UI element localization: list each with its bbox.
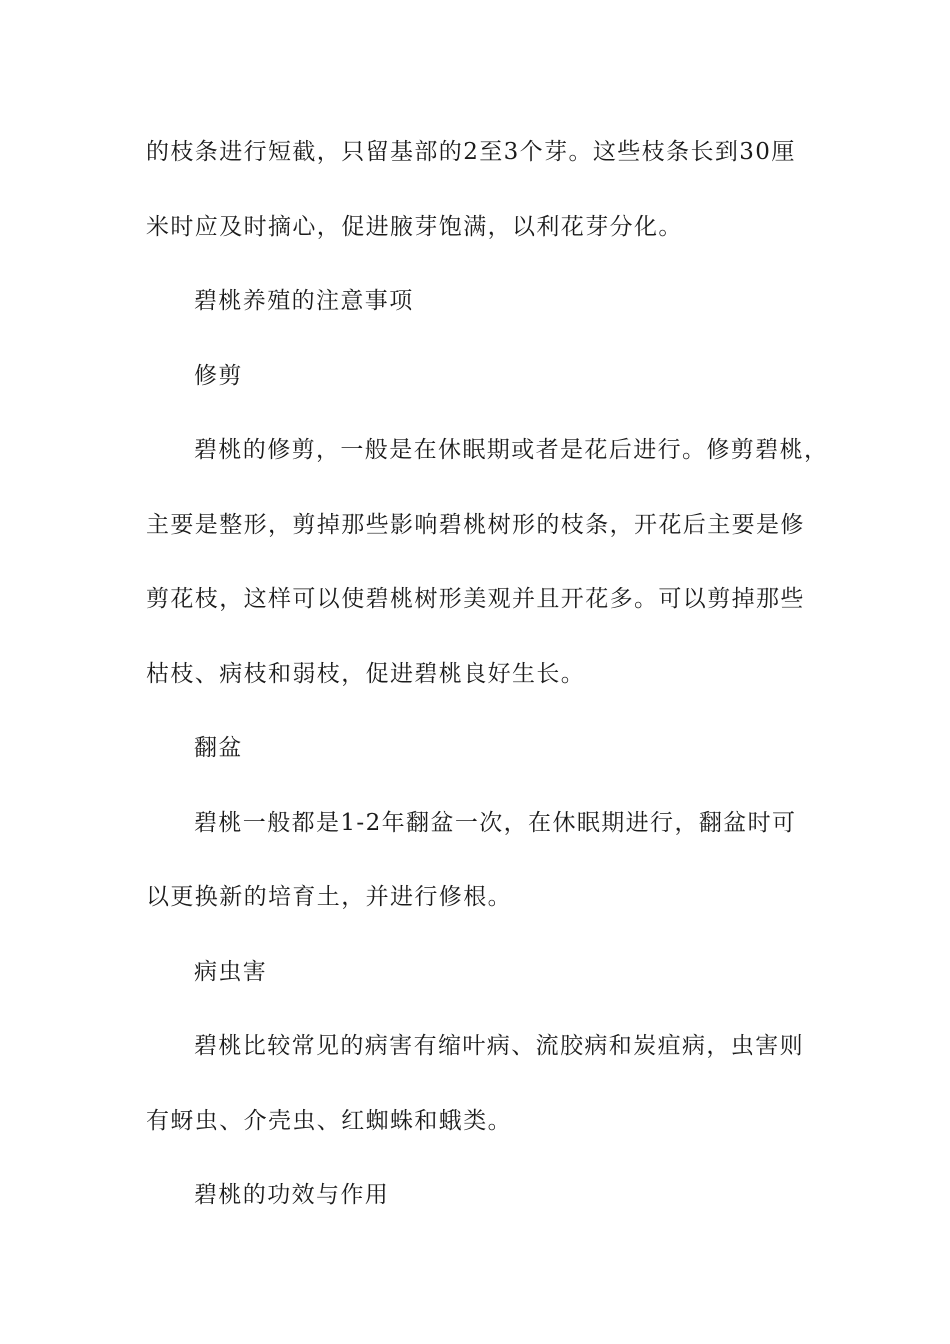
subsection-heading: 修剪 (194, 362, 243, 389)
document-body (146, 126, 829, 1244)
paragraph-first-line: 碧桃比较常见的病害有缩叶病、流胶病和炭疽病，虫害则 (194, 1033, 804, 1059)
section-heading: 碧桃养殖的注意事项 (194, 288, 414, 314)
body-text-line: 主要是整形，剪掉那些影响碧桃树形的枝条，开花后主要是修 (146, 511, 805, 538)
section-heading: 碧桃的功效与作用 (194, 1182, 390, 1208)
body-text-line: 剪花枝，这样可以使碧桃树形美观并且开花多。可以剪掉那些 (146, 586, 805, 612)
subsection-heading: 翻盆 (194, 735, 243, 761)
body-text-line: 枯枝、病枝和弱枝，促进碧桃良好生长。 (146, 660, 586, 687)
paragraph-first-line: 碧桃一般都是1-2年翻盆一次，在休眠期进行，翻盆时可 (194, 809, 797, 836)
body-text-line: 有蚜虫、介壳虫、红蜘蛛和蛾类。 (146, 1107, 512, 1134)
subsection-heading: 病虫害 (194, 958, 268, 985)
body-text-line: 的枝条进行短截，只留基部的2至3个芽。这些枝条长到30厘 (146, 139, 796, 165)
paragraph-first-line: 碧桃的修剪，一般是在休眠期或者是花后进行。修剪碧桃， (194, 437, 829, 463)
body-text-line: 米时应及时摘心，促进腋芽饱满，以利花芽分化。 (146, 213, 683, 240)
body-text-line: 以更换新的培育土，并进行修根。 (146, 884, 512, 910)
